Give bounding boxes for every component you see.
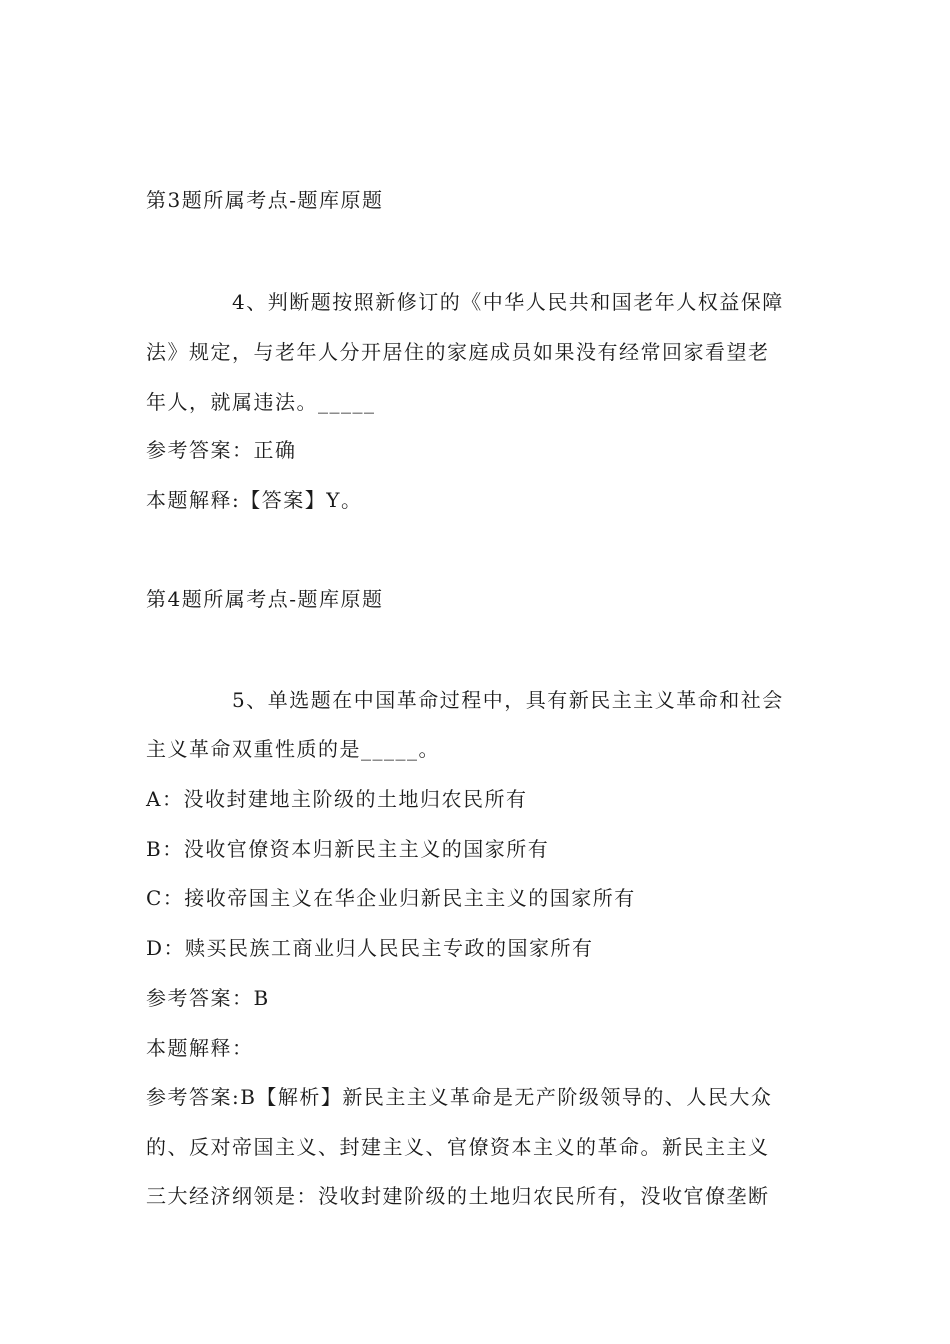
q3-section-label: 第3题所属考点-题库原题 (146, 188, 384, 212)
q5-answer: 参考答案：B (146, 986, 270, 1010)
q4-question-line-2: 法》规定，与老年人分开居住的家庭成员如果没有经常回家看望老 (146, 340, 770, 364)
q4-answer: 参考答案：正确 (146, 438, 297, 462)
q5-option-b: B：没收官僚资本归新民主主义的国家所有 (146, 837, 550, 861)
q5-option-d: D：赎买民族工商业归人民民主专政的国家所有 (146, 936, 594, 960)
q5-question-line-2: 主义革命双重性质的是_____。 (146, 737, 440, 761)
q5-explanation-line-3: 三大经济纲领是：没收封建阶级的土地归农民所有，没收官僚垄断 (146, 1184, 770, 1208)
q5-explanation-line-1: 参考答案:B【解析】新民主主义革命是无产阶级领导的、人民大众 (146, 1085, 773, 1109)
q5-option-c: C：接收帝国主义在华企业归新民主主义的国家所有 (146, 886, 636, 910)
q4-section-label: 第4题所属考点-题库原题 (146, 587, 384, 611)
q4-question-line-1: 4、判断题按照新修订的《中华人民共和国老年人权益保障 (232, 290, 784, 314)
q5-explanation-label: 本题解释： (146, 1036, 254, 1060)
q5-question-line-1: 5、单选题在中国革命过程中，具有新民主主义革命和社会 (232, 688, 784, 712)
q5-option-a: A：没收封建地主阶级的土地归农民所有 (146, 787, 528, 811)
q5-explanation-line-2: 的、反对帝国主义、封建主义、官僚资本主义的革命。新民主主义 (146, 1135, 770, 1159)
q4-explanation: 本题解释:【答案】Y。 (146, 488, 363, 512)
q4-question-line-3: 年人，就属违法。_____ (146, 390, 376, 414)
